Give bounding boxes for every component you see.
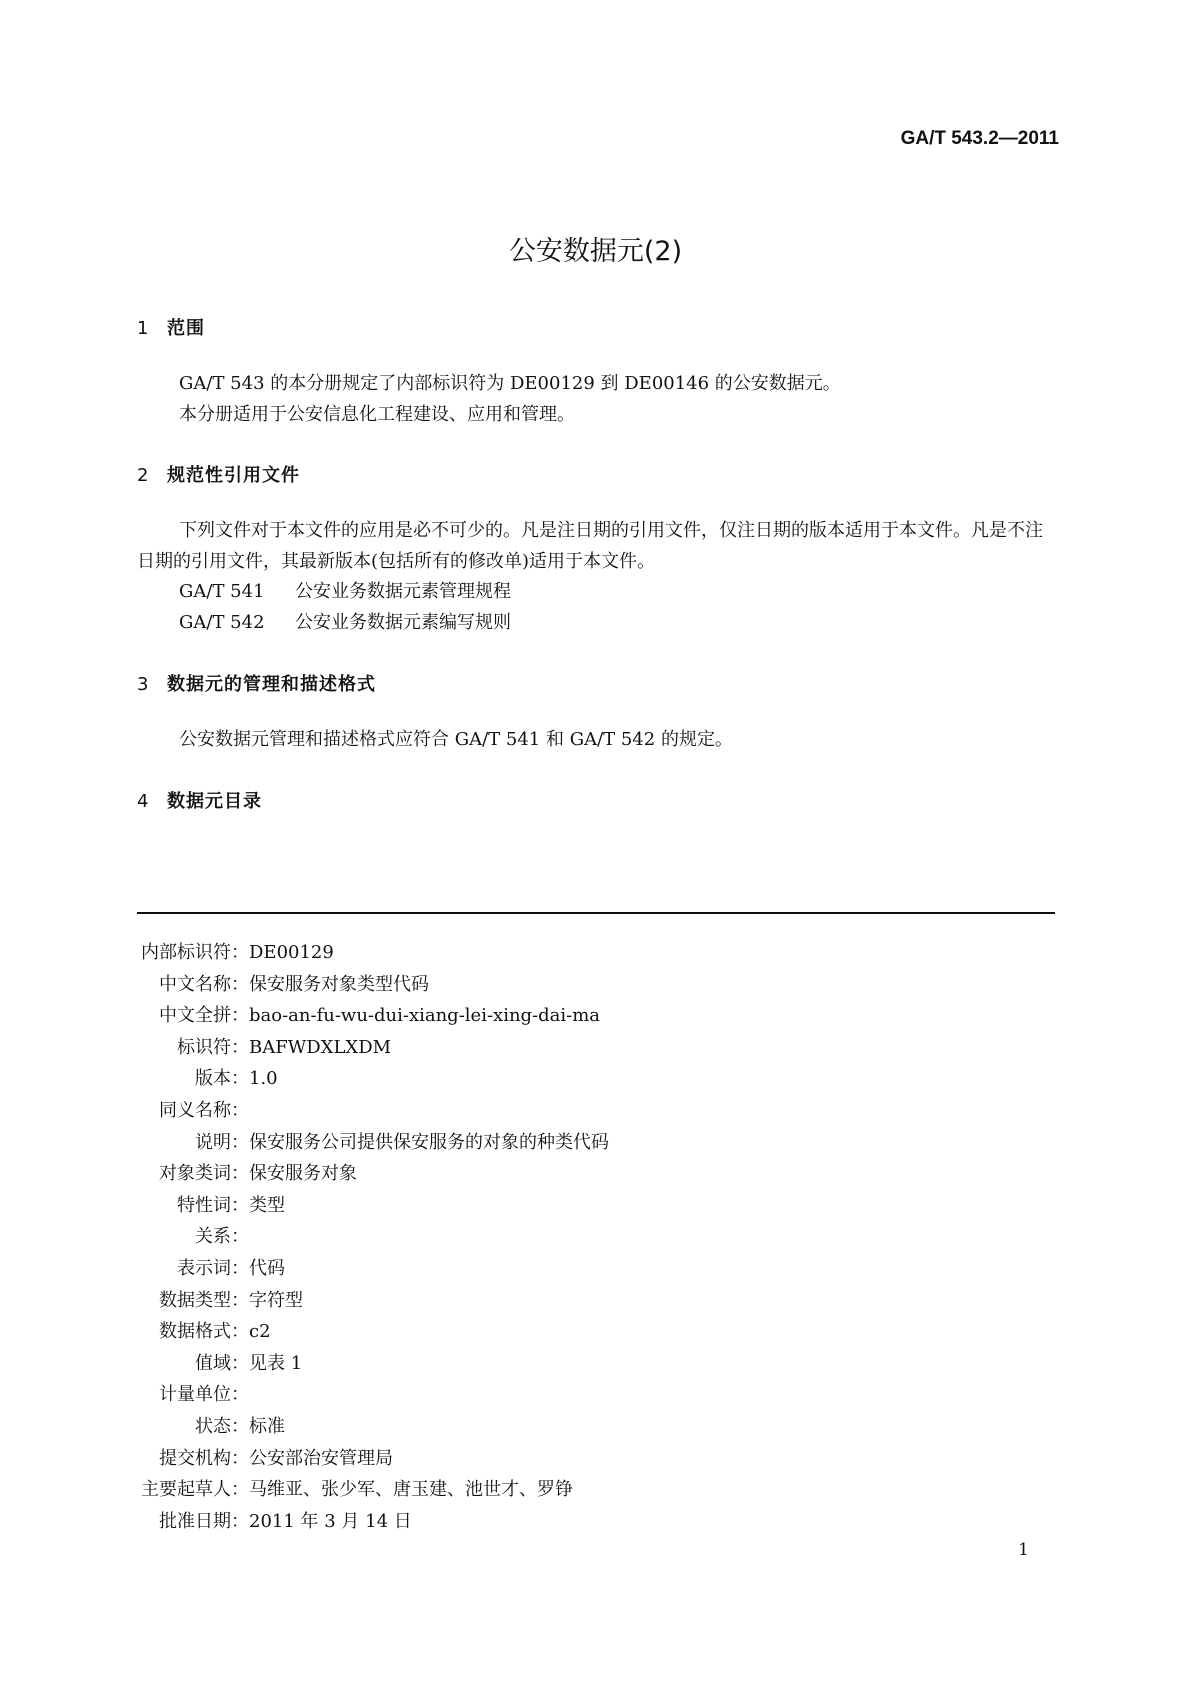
divider-rule — [137, 912, 1055, 914]
scope-paragraph-2: 本分册适用于公安信息化工程建设、应用和管理。 — [179, 404, 575, 425]
entry-row — [137, 1412, 609, 1444]
entry-label: 数据类型： — [159, 1289, 249, 1311]
entry-label: 批准日期： — [159, 1510, 249, 1532]
entry-label: 关系： — [195, 1226, 249, 1248]
entry-label: 特性词： — [177, 1194, 249, 1216]
normative-paragraph: 下列文件对于本文件的应用是必不可少的。凡是注日期的引用文件，仅注日期的版本适用于本文件。凡是不注日期的引用文件，其最新版本(包括所有的修改单)适用于本文件。 — [137, 520, 1043, 572]
scope-paragraph-1: GA/T 543 的本分册规定了内部标识符为 DE00129 到 DE00146 的公安数据元。 — [179, 373, 841, 394]
entry-row — [137, 1349, 609, 1381]
entry-row — [137, 1475, 609, 1507]
entry-row — [137, 1033, 609, 1065]
entry-row — [137, 1128, 609, 1160]
entry-row — [137, 1286, 609, 1318]
entry-label: 状态： — [195, 1415, 249, 1437]
entry-value: 见表 1 — [249, 1352, 303, 1374]
entry-value: BAFWDXLXDM — [249, 1036, 392, 1058]
entry-value: 马维亚、张少军、唐玉建、池世才、罗铮 — [249, 1479, 573, 1501]
section-number: 2 — [137, 465, 150, 486]
entry-row — [137, 1444, 609, 1476]
entry-label: 中文全拼： — [159, 1005, 249, 1027]
entry-label: 内部标识符： — [141, 942, 249, 963]
entry-label: 主要起草人： — [141, 1479, 249, 1501]
section-number: 3 — [137, 674, 150, 695]
section-number: 1 — [137, 318, 150, 339]
section-number: 4 — [137, 791, 150, 812]
page-number: 1 — [1018, 1540, 1029, 1560]
entry-value: 1.0 — [249, 1068, 278, 1090]
document-title: 公安数据元(2) — [508, 236, 683, 267]
standard-code: GA/T 543.2—2011 — [900, 128, 1059, 149]
entry-row — [137, 938, 609, 970]
reference-code: GA/T 542 — [179, 612, 265, 633]
section-1-heading — [137, 314, 205, 340]
section-title: 范围 — [167, 318, 205, 339]
section-title: 数据元目录 — [167, 791, 262, 812]
entry-value: 字符型 — [249, 1289, 303, 1311]
entry-label: 表示词： — [177, 1257, 249, 1279]
entry-row — [137, 1507, 609, 1539]
entry-label: 对象类词： — [159, 1163, 249, 1185]
entry-value: 类型 — [249, 1194, 285, 1216]
entry-label: 中文名称： — [159, 973, 249, 995]
entry-value: bao-an-fu-wu-dui-xiang-lei-xing-dai-ma — [249, 1005, 601, 1027]
entry-row — [137, 1001, 609, 1033]
reference-code: GA/T 541 — [179, 581, 265, 602]
entry-label: 数据格式： — [159, 1321, 249, 1343]
entry-row — [137, 1096, 609, 1128]
entry-value: 保安服务对象 — [249, 1163, 357, 1185]
entry-value: c2 — [249, 1321, 271, 1343]
section-3-heading — [137, 670, 376, 696]
entry-value: 2011 年 3 月 14 日 — [249, 1510, 412, 1532]
entry-row — [137, 1159, 609, 1191]
entry-value: DE00129 — [249, 942, 334, 963]
entry-label: 说明： — [195, 1131, 249, 1153]
format-paragraph: 公安数据元管理和描述格式应符合 GA/T 541 和 GA/T 542 的规定。 — [179, 729, 733, 750]
entry-row — [137, 1317, 609, 1349]
reference-title: 公安业务数据元素管理规程 — [295, 581, 511, 602]
entry-value: 公安部治安管理局 — [249, 1447, 393, 1469]
reference-item — [179, 577, 511, 603]
reference-title: 公安业务数据元素编写规则 — [295, 612, 511, 633]
entry-row — [137, 1064, 609, 1096]
entry-value: 保安服务公司提供保安服务的对象的种类代码 — [249, 1131, 609, 1153]
entry-label: 提交机构： — [159, 1447, 249, 1469]
entry-label: 值域： — [195, 1352, 249, 1374]
entry-value: 保安服务对象类型代码 — [249, 973, 429, 995]
reference-item — [179, 608, 511, 634]
entry-row — [137, 1380, 609, 1412]
entry-row — [137, 1191, 609, 1223]
section-title: 数据元的管理和描述格式 — [167, 674, 376, 695]
section-4-heading — [137, 787, 262, 813]
entry-row — [137, 970, 609, 1002]
entry-label: 版本： — [195, 1068, 249, 1090]
entry-row — [137, 1222, 609, 1254]
entry-value: 标准 — [249, 1415, 285, 1437]
entry-label: 计量单位： — [159, 1384, 249, 1406]
entry-value: 代码 — [249, 1257, 285, 1279]
section-2-heading — [137, 461, 300, 487]
data-element-entry — [137, 938, 609, 1538]
section-title: 规范性引用文件 — [167, 465, 300, 486]
entry-label: 标识符： — [177, 1036, 249, 1058]
entry-row — [137, 1254, 609, 1286]
entry-label: 同义名称： — [159, 1099, 249, 1121]
